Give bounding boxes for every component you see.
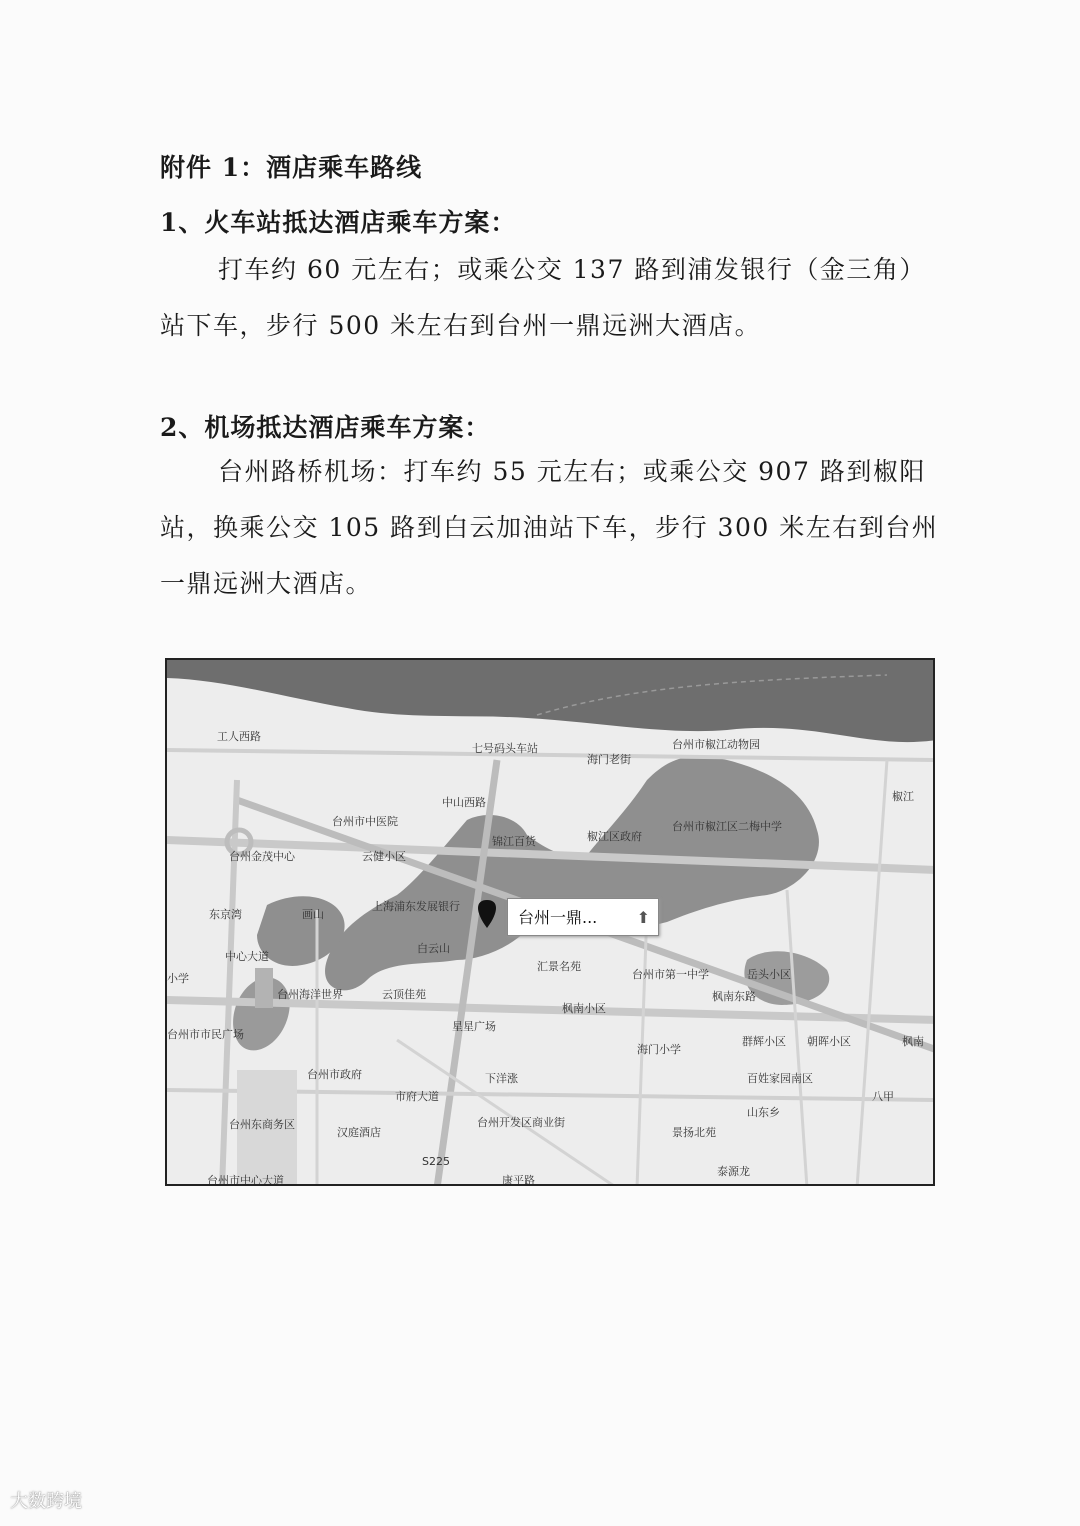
- map-label: 海门老街: [587, 753, 631, 766]
- map-label: 工人西路: [217, 730, 261, 743]
- callout-label: 台州一鼎...: [518, 908, 598, 927]
- map-label: 七号码头车站: [472, 742, 538, 755]
- navigation-arrow-icon[interactable]: ⬆: [636, 908, 650, 927]
- road-minor-2: [787, 890, 807, 1186]
- map-label: 市府大道: [395, 1090, 439, 1103]
- map-label: 下洋涨: [485, 1072, 518, 1085]
- map-label: 汇景名苑: [537, 960, 581, 973]
- map-label: 台州市椒江区二梅中学: [672, 820, 782, 833]
- map-label: 中心大道: [225, 950, 269, 963]
- map-label: 椒江: [892, 790, 914, 803]
- map-label: 岳头小区: [747, 968, 791, 981]
- map-label: 云健小区: [362, 850, 406, 863]
- map-label: 台州开发区商业街: [477, 1116, 565, 1129]
- map-label: 景扬北苑: [672, 1126, 716, 1139]
- map-label: 台州海洋世界: [277, 988, 343, 1001]
- map-label: 海门小学: [637, 1043, 681, 1056]
- hill-area-1: [325, 756, 819, 990]
- map-label: 东京湾: [209, 908, 242, 921]
- map-label: 椒江区政府: [587, 830, 642, 843]
- route-map: [165, 658, 935, 1186]
- map-label: 小学: [167, 972, 189, 985]
- map-label: 枫南小区: [562, 1002, 606, 1015]
- map-label: 台州市政府: [307, 1068, 362, 1081]
- map-label: 群辉小区: [742, 1035, 786, 1048]
- watermark: 大数跨境: [10, 1491, 82, 1512]
- map-label: 上海浦东发展银行: [372, 900, 460, 913]
- map-label: 台州市中医院: [332, 815, 398, 828]
- map-label: 康平路: [502, 1174, 535, 1187]
- block-area-2: [255, 968, 273, 1008]
- map-label: 锦江百货: [492, 835, 536, 848]
- road-minor-3: [857, 760, 887, 1186]
- river-shape: [167, 660, 935, 742]
- road-main-3: [167, 750, 935, 760]
- section1-body: 打车约 60 元左右；或乘公交 137 路到浦发银行（金三角）站下车，步行 500 米左右到台州一鼎远洲大酒店。: [160, 255, 926, 340]
- map-label: 台州金茂中心: [229, 850, 295, 863]
- map-label: 汉庭酒店: [337, 1126, 381, 1139]
- map-label: 枫南东路: [712, 990, 756, 1003]
- map-label: 台州东商务区: [229, 1118, 295, 1131]
- section2-heading: 2、机场抵达酒店乘车方案：: [160, 413, 491, 442]
- map-label: 山东乡: [747, 1106, 780, 1119]
- map-label: 云顶佳苑: [382, 988, 426, 1001]
- map-label: 枫南: [902, 1035, 924, 1048]
- map-label: 星星广场: [452, 1020, 496, 1033]
- map-label: 朝晖小区: [807, 1035, 851, 1048]
- section1-heading: 1、火车站抵达酒店乘车方案：: [160, 208, 517, 237]
- attachment-title: 附件 1：酒店乘车路线: [160, 153, 423, 182]
- map-label: 台州市中心大道: [207, 1174, 284, 1187]
- map-label: 百姓家园南区: [747, 1072, 813, 1085]
- map-label: 画山: [302, 908, 324, 921]
- map-label: S225: [422, 1155, 450, 1168]
- section2-body: 台州路桥机场：打车约 55 元左右；或乘公交 907 路到椒阳站，换乘公交 105 路到白云加油站下车，步行 300 米左右到台州一鼎远洲大酒店。: [160, 457, 939, 598]
- map-label: 泰源龙: [717, 1165, 750, 1178]
- map-label: 台州市第一中学: [632, 968, 709, 981]
- map-label: 白云山: [417, 942, 450, 955]
- location-callout[interactable]: [507, 898, 659, 936]
- map-label: 中山西路: [442, 796, 486, 809]
- map-label: 台州市椒江动物园: [672, 738, 760, 751]
- map-label: 台州市市民广场: [167, 1028, 244, 1041]
- map-label: 八甲: [872, 1090, 894, 1103]
